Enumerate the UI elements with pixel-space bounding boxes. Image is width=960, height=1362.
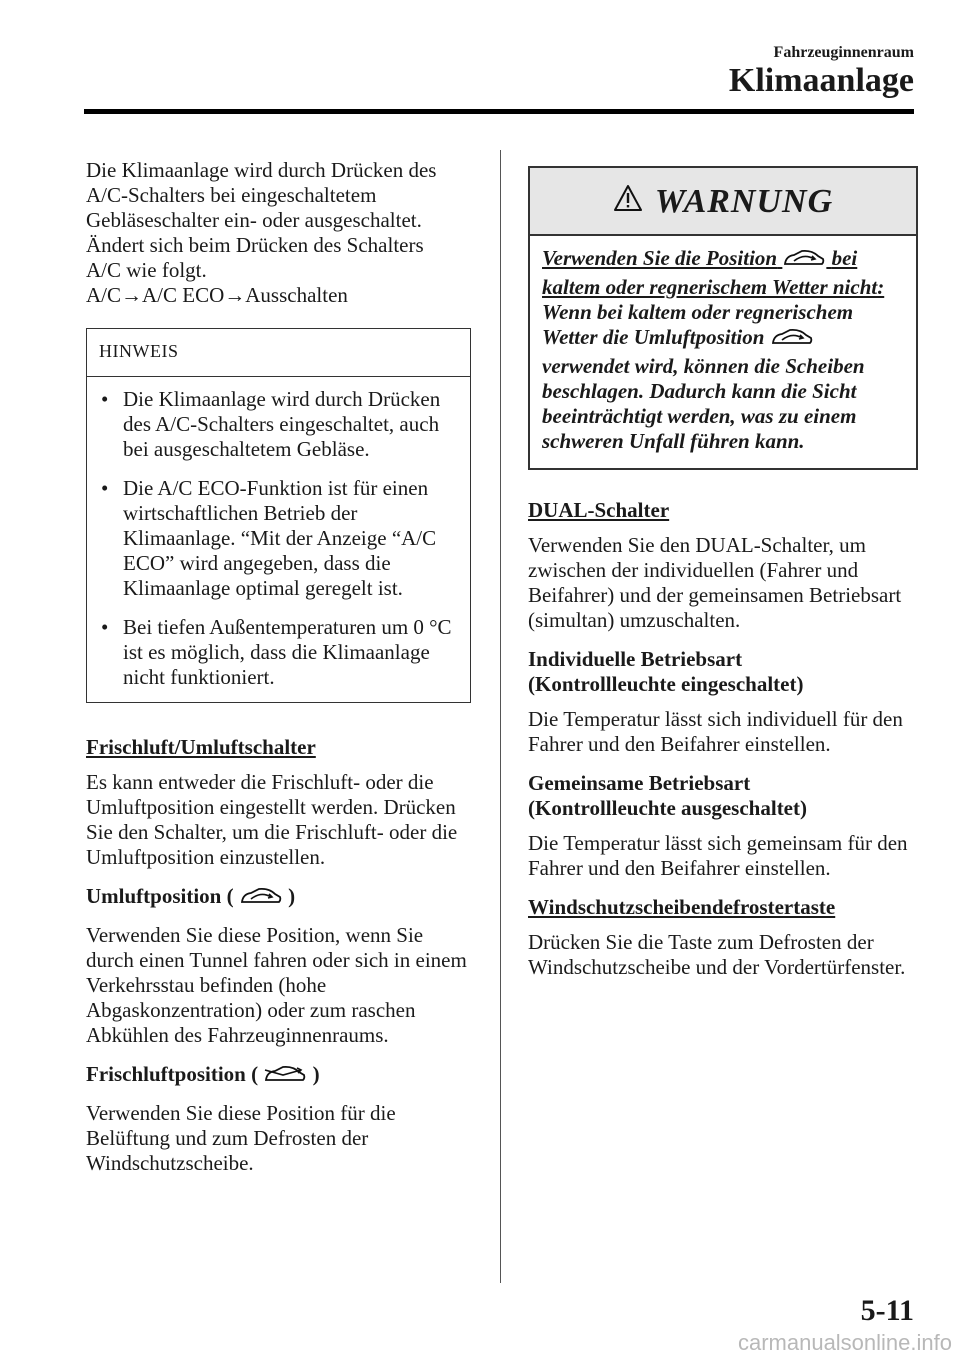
warning-body xyxy=(530,236,916,468)
intro-paragraph xyxy=(86,158,471,308)
individual-heading-line: (Kontrollleuchte eingeschaltet) xyxy=(528,672,804,696)
individual-heading-line: Individuelle Betriebsart xyxy=(528,647,743,671)
header-rule xyxy=(84,109,914,114)
common-heading-line: (Kontrollleuchte ausgeschaltet) xyxy=(528,796,807,820)
note-item xyxy=(101,387,460,462)
page-title: Klimaanlage xyxy=(728,62,914,99)
common-heading xyxy=(528,771,918,821)
note-list xyxy=(87,377,470,702)
bullet-icon: • xyxy=(101,615,109,639)
recirculation-car-icon xyxy=(782,247,826,275)
note-item-text: Die Klimaanlage wird durch Drücken des A/C-Schalters eingeschaltet, auch bei ausgeschaltetem Gebläse. xyxy=(123,387,441,461)
section-label: Fahrzeuginnenraum xyxy=(773,44,914,61)
windshield-heading: Windschutzscheibendefrostertaste xyxy=(528,895,836,919)
warning-body-pre: Wenn bei kaltem oder regnerischem Wetter die Umluftposition xyxy=(542,300,854,349)
intro-line: Ändert sich beim Drücken des Schalters xyxy=(86,233,424,257)
intro-line: Die Klimaanlage wird durch Drücken des xyxy=(86,158,437,182)
page-number: 5-11 xyxy=(860,1294,914,1327)
intro-line: Gebläseschalter ein- oder ausgeschaltet. xyxy=(86,208,422,232)
frischluft-text: Es kann entweder die Frischluft- oder die Umluftposition eingestellt werden. Drücken Sie den Schalter, um die Frischluft- oder die Umluftposition einzustellen. xyxy=(86,770,458,869)
umluft-label xyxy=(86,884,471,913)
bullet-icon: • xyxy=(101,476,109,500)
individual-text: Die Temperatur lässt sich individuell für den Fahrer und den Beifahrer einstellen. xyxy=(528,707,903,756)
intro-line: A/C→A/C ECO→Ausschalten xyxy=(86,283,348,307)
common-text: Die Temperatur lässt sich gemeinsam für den Fahrer und den Beifahrer einstellen. xyxy=(528,831,908,880)
frisch-label-post: ) xyxy=(312,1062,320,1086)
note-item xyxy=(101,476,460,601)
watermark: carmanualsonline.info xyxy=(737,1330,952,1355)
windshield-text: Drücken Sie die Taste zum Defrosten der Windschutzscheibe und der Vordertürfenster. xyxy=(528,930,906,979)
note-item-text: Die A/C ECO-Funktion ist für einen wirtschaftlichen Betrieb der Klimaanlage. “Mit der Anzeige “A/C ECO” wird angegeben, dass die Klimaanlage optimal geregelt ist. xyxy=(123,476,437,600)
warning-u-pre: Verwenden Sie die Position xyxy=(542,246,778,270)
fresh-air-car-icon xyxy=(263,1063,307,1091)
right-column xyxy=(528,162,918,994)
note-box xyxy=(86,328,471,703)
note-item xyxy=(101,615,460,690)
frisch-label-pre: Frischluftposition ( xyxy=(86,1062,259,1086)
warning-box xyxy=(528,166,918,470)
intro-line: A/C-Schalters bei eingeschaltetem xyxy=(86,183,377,207)
note-item-text: Bei tiefen Außentemperaturen um 0 °C ist es möglich, dass die Klimaanlage nicht funktioniert. xyxy=(123,615,452,689)
warning-title: WARNUNG xyxy=(654,182,834,220)
dual-text: Verwenden Sie den DUAL-Schalter, um zwischen der individuellen (Fahrer und Beifahrer) und der gemeinsamen Betriebsart (simultan) umzuschalten. xyxy=(528,533,902,632)
warning-underlined xyxy=(542,246,904,300)
umluft-text: Verwenden Sie diese Position, wenn Sie durch einen Tunnel fahren oder sich in einem Verkehrsstau befinden (hohe Abgaskonzentration) oder zum raschen Abkühlen des Fahrzeuginnenraums. xyxy=(86,923,467,1047)
umluft-label-post: ) xyxy=(288,884,296,908)
dual-heading: DUAL-Schalter xyxy=(528,498,670,522)
frischluft-heading: Frischluft/Umluftschalter xyxy=(86,735,316,759)
warning-body-post: verwendet wird, können die Scheiben beschlagen. Dadurch kann die Sicht beeinträchtigt werden, was zu einem schweren Unfall führen kann. xyxy=(542,354,865,453)
recirculation-car-icon xyxy=(770,326,814,354)
frisch-text: Verwenden Sie diese Position für die Belüftung und zum Defrosten der Windschutzscheibe. xyxy=(86,1101,396,1175)
bullet-icon: • xyxy=(101,387,109,411)
frischluft-position-label xyxy=(86,1062,471,1091)
left-column xyxy=(86,158,471,1190)
note-heading: HINWEIS xyxy=(87,329,470,377)
warning-triangle-icon xyxy=(613,184,643,218)
column-divider xyxy=(500,150,501,1283)
recirculation-car-icon xyxy=(239,885,283,913)
intro-line: A/C wie folgt. xyxy=(86,258,207,282)
warning-header xyxy=(530,168,916,236)
warning-u-post: bei kaltem oder regnerischem Wetter nicht: xyxy=(542,246,885,299)
individual-heading xyxy=(528,647,918,697)
common-heading-line: Gemeinsame Betriebsart xyxy=(528,771,751,795)
umluft-label-pre: Umluftposition ( xyxy=(86,884,234,908)
